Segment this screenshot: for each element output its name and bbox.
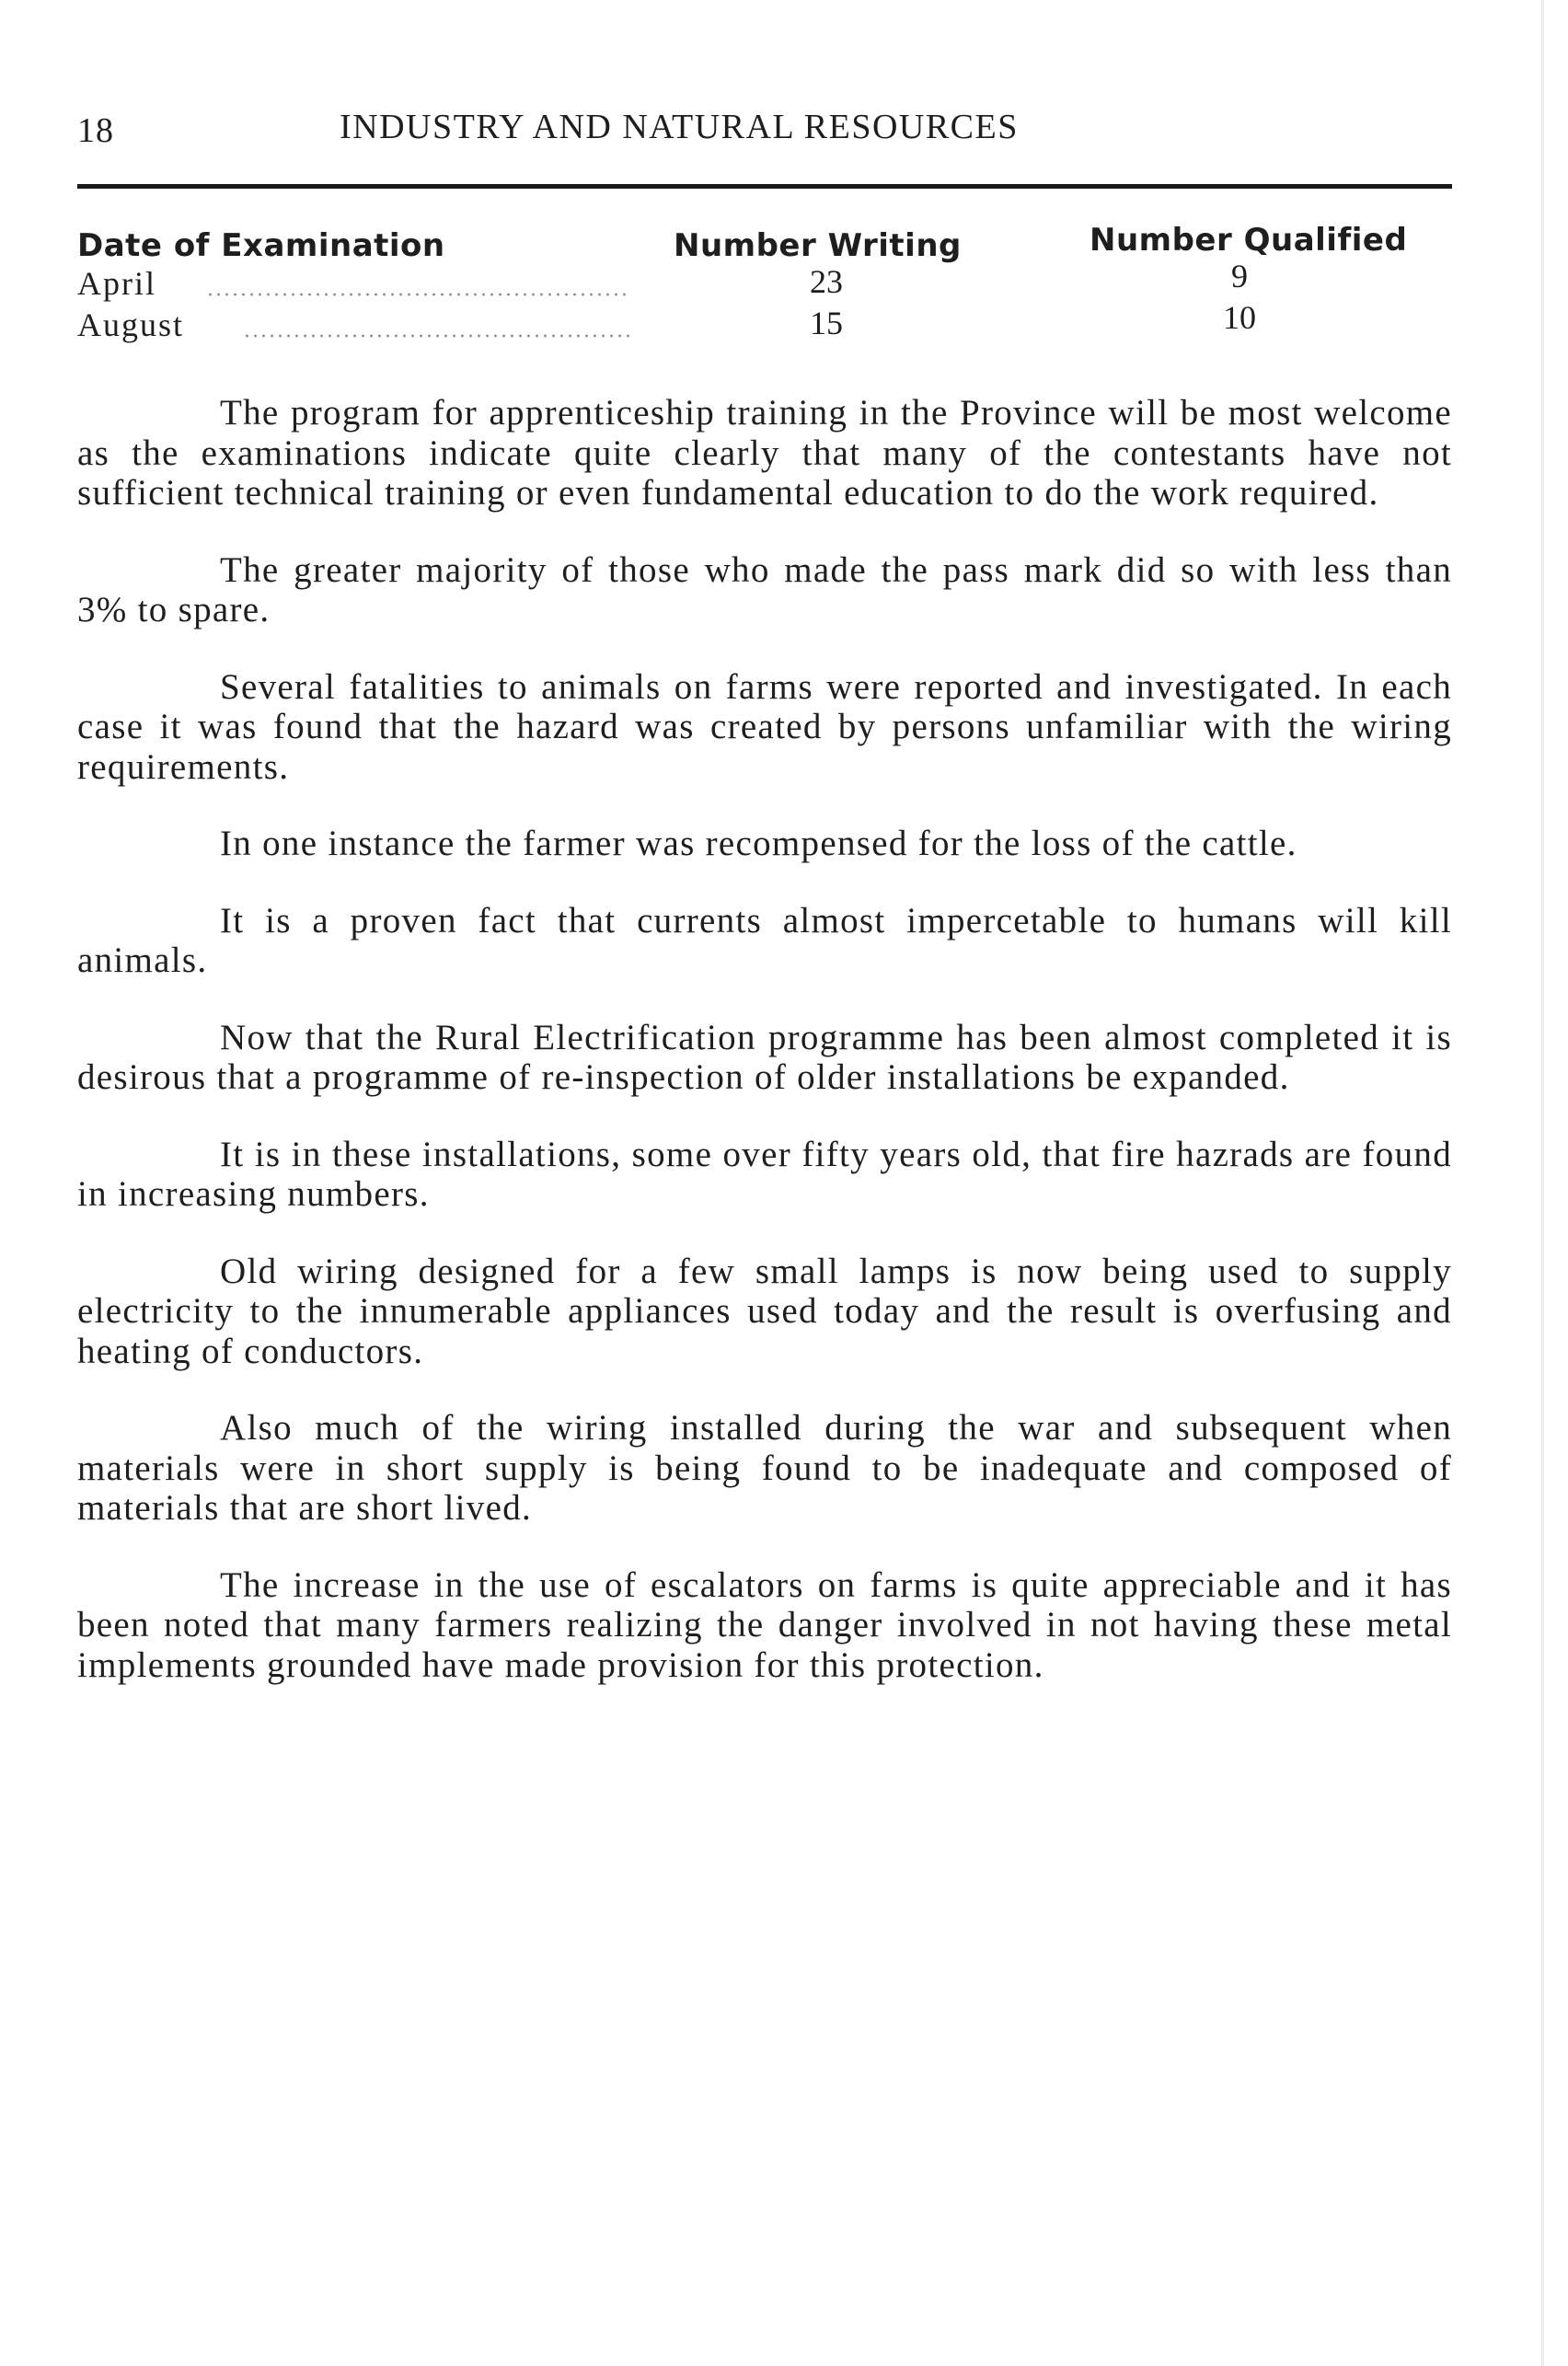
- page-number: 18: [77, 111, 114, 150]
- body-text: [77, 393, 1452, 1685]
- exam-month: August: [77, 306, 185, 343]
- column-header-qualified: Number Qualified: [1090, 222, 1408, 259]
- paragraph: Now that the Rural Electrification programme has been almost completed it is desirous that a programme of re-inspection of older installations be expanded.: [77, 1017, 1452, 1097]
- column-header-writing: Number Writing: [674, 227, 962, 264]
- page: [77, 101, 1452, 1722]
- dot-leader: [206, 292, 629, 297]
- number-qualified: 9: [1231, 258, 1248, 294]
- header-rule: [77, 184, 1452, 189]
- paragraph: The increase in the use of escalators on farms is quite appreciable and it has been noted that many farmers realizing the danger involved in not having these metal implements grounded have made provision for this protection.: [77, 1564, 1452, 1685]
- paragraph: The greater majority of those who made the pass mark did so with less than 3% to spare.: [77, 549, 1452, 629]
- paragraph: It is a proven fact that currents almost impercetable to humans will kill animals.: [77, 900, 1452, 980]
- exam-month: April: [77, 265, 156, 302]
- paragraph: It is in these installations, some over fifty years old, that fire hazrads are found in increasing numbers.: [77, 1134, 1452, 1214]
- number-qualified: 10: [1223, 299, 1256, 336]
- exam-table: [77, 222, 1452, 379]
- column-header-date: Date of Examination: [77, 227, 445, 264]
- number-writing: 23: [810, 263, 843, 300]
- paragraph: Also much of the wiring installed during the war and subsequent when materials were in short supply is being found to be inadequate and composed of materials that are short lived.: [77, 1408, 1452, 1528]
- paragraph: Several fatalities to animals on farms were reported and investigated. In each case it was found that the hazard was created by persons unfamiliar with the wiring requirements.: [77, 666, 1452, 787]
- running-head: [77, 101, 1452, 156]
- table-row: [77, 299, 1452, 346]
- paragraph: In one instance the farmer was recompensed for the loss of the cattle.: [220, 824, 1297, 863]
- number-writing: 15: [810, 305, 843, 341]
- running-title: INDUSTRY AND NATURAL RESOURCES: [340, 108, 1019, 146]
- scan-edge: [1541, 0, 1544, 2366]
- dot-leader: [243, 333, 629, 339]
- paragraph: Old wiring designed for a few small lamps is now being used to supply electricity to the innumerable appliances used today and the result is overfusing and heating of conductors.: [77, 1251, 1452, 1371]
- paragraph: The program for apprenticeship training in the Province will be most welcome as the examinations indicate quite clearly that many of the contestants have not sufficient technical training or even fundamental education to do the work required.: [77, 393, 1452, 513]
